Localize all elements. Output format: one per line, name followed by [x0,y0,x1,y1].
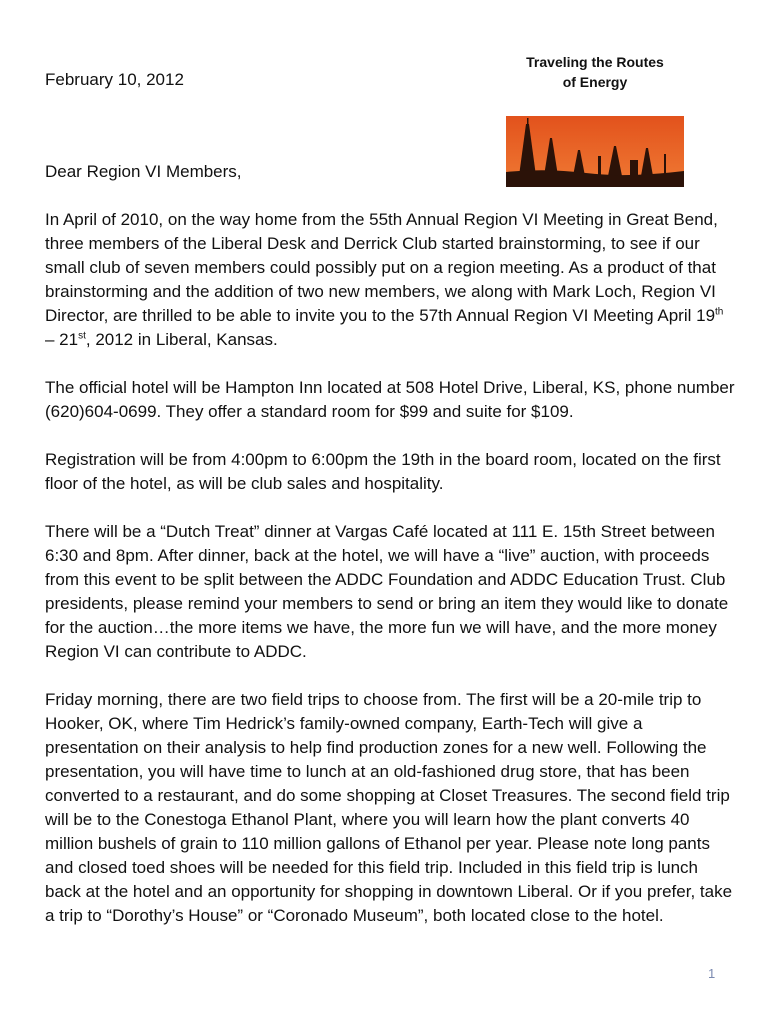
page-number: 1 [708,966,716,981]
tagline-line-2: of Energy [562,74,628,90]
paragraph-invitation: In April of 2010, on the way home from the 55th Annual Region VI Meeting in Great Bend, three members of the Liberal Desk and Derrick Club started brainstorming, to see if our small club of seven members could possibly put on a region meeting. As a product of that brainstorming and the addition of two new members, we along with Mark Loch, Region VI Director, are thrilled to be able to invite you to the 57th Annual Region VI Meeting April 19th – 21st, 2012 in Liberal, Kansas. [45,210,724,349]
tagline [500,52,690,92]
tagline-line-1: Traveling the Routes [526,54,664,70]
oil-derrick-sunset-image [506,116,684,187]
paragraph-dinner-auction: There will be a “Dutch Treat” dinner at Vargas Café located at 111 E. 15th Street between 6:30 and 8pm. After dinner, back at the hotel, we will have a “live” auction, with proceeds from this event to be split between the ADDC Foundation and ADDC Education Trust. Club presidents, please remind your members to send or bring an item they would like to donate for the auction…the more items we have, the more fun we will have, and the more money Region VI can contribute to ADDC. [45,522,729,661]
paragraph-hotel: The official hotel will be Hampton Inn located at 508 Hotel Drive, Liberal, KS, phone number (620)604-0699. They offer a standard room for $99 and suite for $109. [45,378,735,421]
paragraph-registration: Registration will be from 4:00pm to 6:00pm the 19th in the board room, located on the first floor of the hotel, as will be club sales and hospitality. [45,450,721,493]
salutation: Dear Region VI Members, [45,162,242,181]
paragraph-field-trips: Friday morning, there are two field trips to choose from. The first will be a 20-mile trip to Hooker, OK, where Tim Hedrick’s family-owned company, Earth-Tech will give a presentation on their analysis to help find production zones for a new well. Following the presentation, you will have time to lunch at an old-fashioned drug store, that has been converted to a restaurant, and do some shopping at Closet Treasures. The second field trip will be to the Conestoga Ethanol Plant, where you will learn how the plant converts 40 million bushels of grain to 110 million gallons of Ethanol per year. Please note long pants and closed toed shoes will be needed for this field trip. Included in this field trip is lunch back at the hotel and an opportunity for shopping in downtown Liberal. Or if you prefer, take a trip to “Dorothy’s House” or “Coronado Museum”, both located close to the hotel. [45,690,733,925]
letter-body [45,208,735,952]
letter-date: February 10, 2012 [45,70,184,89]
